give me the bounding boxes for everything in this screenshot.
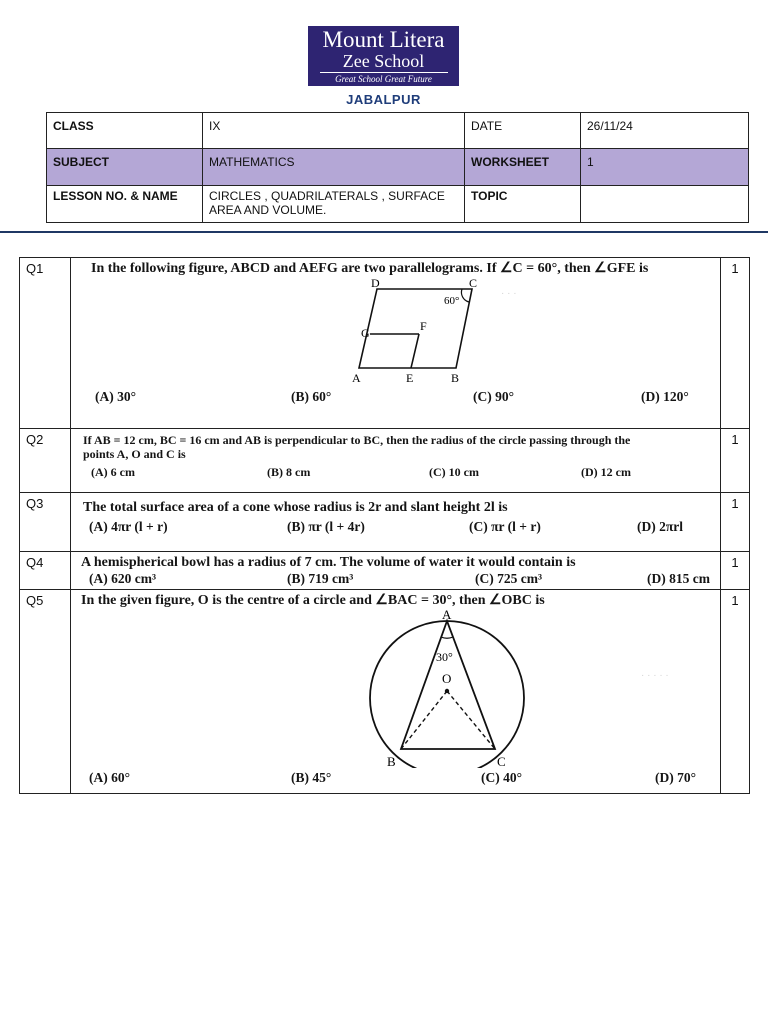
figure-angle-30: 30° (436, 650, 453, 664)
figure-label-d: D (371, 278, 380, 290)
question-text-line2: points A, O and C is (83, 447, 186, 461)
option-b: (B) 719 cm³ (287, 571, 354, 586)
figure-label-a: A (352, 371, 361, 385)
option-d: (D) 120° (641, 389, 689, 404)
figure-label-a: A (442, 608, 452, 622)
question-marks: 1 (721, 258, 750, 429)
question-number: Q4 (20, 552, 71, 590)
school-name-line2: Zee School (342, 51, 425, 71)
question-marks: 1 (721, 493, 750, 552)
school-city: JABALPUR (346, 92, 421, 107)
question-body (71, 429, 721, 493)
question-marks: 1 (721, 552, 750, 590)
question-body (71, 590, 721, 794)
school-logo (308, 26, 459, 86)
option-d: (D) 815 cm (647, 571, 710, 586)
lesson-value: CIRCLES , QUADRILATERALS , SURFACE AREA AND VOLUME. (203, 186, 465, 223)
question-number: Q5 (20, 590, 71, 794)
option-d: (D) 12 cm (581, 465, 631, 479)
figure-angle-60: 60° (444, 295, 460, 307)
option-c: (C) πr (l + r) (469, 519, 541, 534)
worksheet-header-table (46, 112, 749, 223)
figure-label-c: C (469, 278, 478, 290)
date-value: 26/11/24 (581, 113, 749, 149)
subject-value: MATHEMATICS (203, 149, 465, 186)
figure-label-g: G (361, 326, 370, 340)
question-marks: 1 (721, 590, 750, 794)
header-divider (0, 231, 768, 233)
option-b: (B) 45° (291, 770, 332, 785)
questions-table (19, 257, 750, 794)
question-body (71, 493, 721, 552)
option-c: (C) 10 cm (429, 465, 479, 479)
question-text: The total surface area of a cone whose radius is 2r and slant height 2l is (83, 500, 508, 515)
question-row-q5 (20, 590, 750, 794)
figure-label-f: F (420, 319, 427, 333)
worksheet-label: WORKSHEET (465, 149, 581, 186)
option-d: (D) 70° (655, 770, 697, 785)
question-number: Q1 (20, 258, 71, 429)
bleed-through-text: · · · (501, 288, 517, 299)
option-a: (A) 6 cm (91, 465, 135, 479)
question-row-q3 (20, 493, 750, 552)
circle-figure (361, 608, 541, 768)
question-body (71, 552, 721, 590)
class-label: CLASS (47, 113, 203, 149)
topic-label: TOPIC (465, 186, 581, 223)
option-a: (A) 30° (95, 389, 137, 404)
option-a: (A) 60° (89, 770, 131, 785)
topic-value (581, 186, 749, 223)
option-b: (B) πr (l + 4r) (287, 519, 365, 534)
figure-label-b: B (387, 754, 396, 768)
lesson-label: LESSON NO. & NAME (47, 186, 203, 223)
option-a: (A) 4πr (l + r) (89, 519, 168, 534)
school-tagline: Great School Great Future (335, 74, 432, 84)
logo-rule (320, 72, 448, 73)
subject-row (47, 149, 749, 186)
school-name-line1: Mount Litera (322, 27, 445, 52)
option-b: (B) 60° (291, 389, 332, 404)
question-row-q4 (20, 552, 750, 590)
question-number: Q3 (20, 493, 71, 552)
option-c: (C) 40° (481, 770, 523, 785)
subject-label: SUBJECT (47, 149, 203, 186)
option-b: (B) 8 cm (267, 465, 311, 479)
worksheet-value: 1 (581, 149, 749, 186)
figure-label-e: E (406, 371, 414, 385)
option-d: (D) 2πrl (637, 519, 684, 534)
class-value: IX (203, 113, 465, 149)
figure-label-c: C (497, 754, 506, 768)
question-text: In the following figure, ABCD and AEFG are two parallelograms. If ∠C = 60°, then ∠GFE is (91, 261, 649, 276)
option-a: (A) 620 cm³ (89, 571, 157, 586)
question-row-q2 (20, 429, 750, 493)
question-marks: 1 (721, 429, 750, 493)
question-text: In the given figure, O is the centre of a circle and ∠BAC = 30°, then ∠OBC is (81, 593, 545, 608)
question-text: A hemispherical bowl has a radius of 7 cm. The volume of water it would contain is (81, 555, 576, 570)
parallelogram-figure (351, 278, 501, 390)
question-body (71, 258, 721, 429)
option-c: (C) 90° (473, 389, 515, 404)
bleed-through-text: · · · · · (641, 670, 669, 681)
date-label: DATE (465, 113, 581, 149)
option-c: (C) 725 cm³ (475, 571, 543, 586)
question-text-line1: If AB = 12 cm, BC = 16 cm and AB is perpendicular to BC, then the radius of the circle passing through the (83, 433, 631, 447)
figure-label-o: O (442, 671, 452, 686)
question-number: Q2 (20, 429, 71, 493)
question-row-q1 (20, 258, 750, 429)
figure-label-b: B (451, 371, 460, 385)
